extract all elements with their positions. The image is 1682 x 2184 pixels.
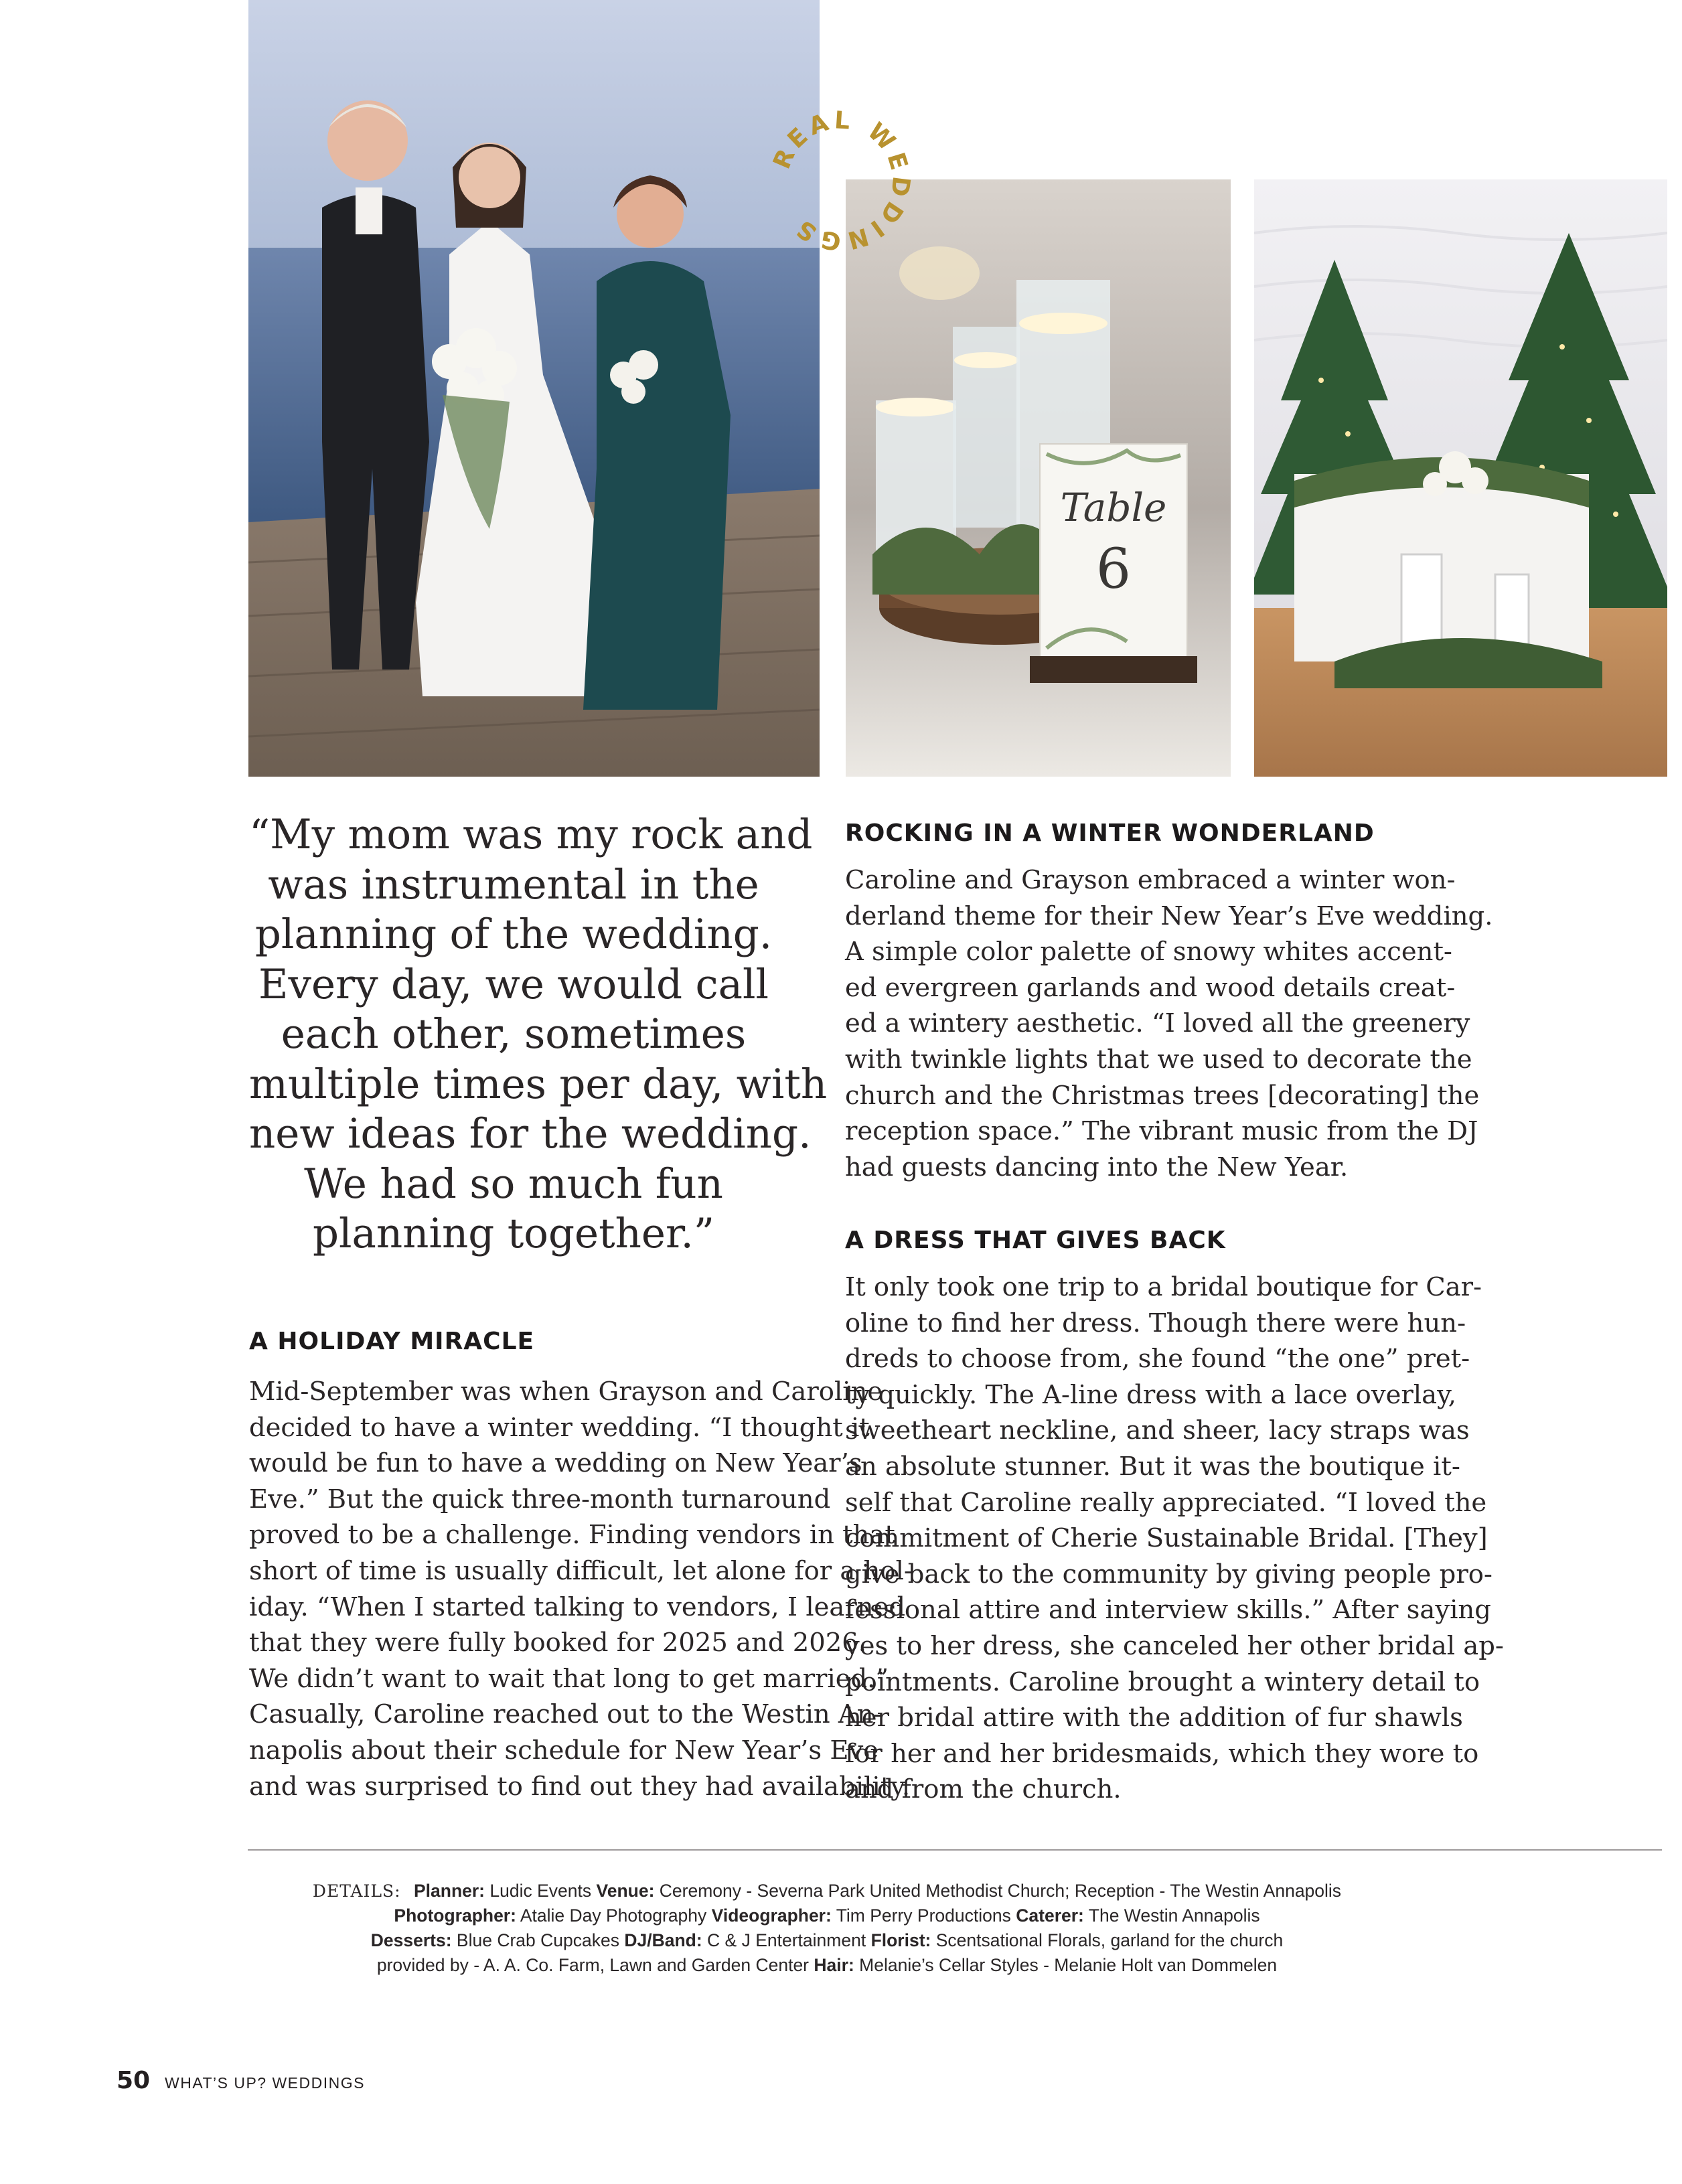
winter-wonderland-body bbox=[845, 862, 1493, 1185]
badge-text-path: REAL WEDDINGS bbox=[768, 106, 915, 256]
badge-art bbox=[763, 104, 917, 258]
vendor-details bbox=[221, 1879, 1433, 1978]
body-line: had guests dancing into the New Year. bbox=[845, 1152, 1349, 1182]
body-line: ed a wintery aesthetic. “I loved all the greenery bbox=[845, 1008, 1470, 1039]
body-line: for her and her bridesmaids, which they wore to bbox=[845, 1738, 1479, 1769]
desserts-value: Blue Crab Cupcakes bbox=[456, 1930, 619, 1950]
hair-label: Hair: bbox=[814, 1955, 854, 1975]
venue-value: Ceremony - Severna Park United Methodist Church; Reception - The Westin Annapolis bbox=[659, 1881, 1342, 1901]
body-line: with twinkle lights that we used to decorate the bbox=[845, 1044, 1472, 1075]
dj-label: DJ/Band: bbox=[624, 1930, 702, 1950]
pull-quote-line: was instrumental in the bbox=[268, 860, 759, 909]
details-line-3 bbox=[221, 1928, 1433, 1953]
publication-name: WHAT’S UP? WEDDINGS bbox=[165, 2074, 365, 2092]
body-line: her bridal attire with the addition of fur shawls bbox=[845, 1703, 1463, 1733]
videographer-value: Tim Perry Productions bbox=[836, 1905, 1011, 1926]
body-line: Caroline and Grayson embraced a winter won- bbox=[845, 865, 1456, 895]
body-line: iday. “When I started talking to vendors, I learned bbox=[249, 1591, 906, 1622]
body-line: dreds to choose from, she found “the one” pret- bbox=[845, 1344, 1470, 1375]
pull-quote-line: planning of the wedding. bbox=[254, 911, 773, 958]
body-line: and from the church. bbox=[845, 1774, 1122, 1805]
body-line: an absolute stunner. But it was the boutique it- bbox=[845, 1451, 1460, 1482]
dress-gives-back-heading: A DRESS THAT GIVES BACK bbox=[845, 1227, 1226, 1254]
details-label: DETAILS: bbox=[312, 1881, 401, 1901]
body-line: We didn’t want to wait that long to get married.” bbox=[249, 1663, 889, 1694]
body-line: yes to her dress, she canceled her other bridal ap- bbox=[845, 1630, 1504, 1661]
winter-wonderland-heading: ROCKING IN A WINTER WONDERLAND bbox=[845, 820, 1375, 847]
holiday-miracle-body bbox=[249, 1374, 913, 1804]
body-line: commitment of Cherie Sustainable Bridal. [They] bbox=[845, 1523, 1488, 1554]
badge-text bbox=[768, 106, 915, 255]
body-line: Mid-September was when Grayson and Caroline bbox=[249, 1377, 883, 1407]
photographer-label: Photographer: bbox=[394, 1905, 516, 1926]
body-line: short of time is usually difficult, let alone for a hol- bbox=[249, 1555, 913, 1586]
pull-quote-line: We had so much fun bbox=[304, 1160, 723, 1208]
real-weddings-badge bbox=[763, 104, 917, 258]
body-line: church and the Christmas trees [decorating] the bbox=[845, 1080, 1480, 1111]
body-line: ed evergreen garlands and wood details creat- bbox=[845, 972, 1456, 1003]
body-line: proved to be a challenge. Finding vendors in that bbox=[249, 1520, 895, 1551]
family-photo-art bbox=[248, 0, 820, 777]
body-line: napolis about their schedule for New Year’s Eve bbox=[249, 1735, 878, 1766]
body-line: derland theme for their New Year’s Eve wedding. bbox=[845, 901, 1493, 931]
table-card-word: Table bbox=[1060, 485, 1167, 530]
pull-quote-line: “My mom was my rock and bbox=[249, 811, 813, 858]
pull-quote-line: planning together.” bbox=[312, 1210, 715, 1257]
planner-label: Planner: bbox=[413, 1881, 485, 1901]
body-line: that they were fully booked for 2025 and 2026. bbox=[249, 1628, 866, 1658]
pull-quote-line: new ideas for the wedding. bbox=[249, 1110, 812, 1158]
head-table-photo bbox=[1254, 179, 1667, 777]
page-number: 50 bbox=[117, 2067, 151, 2094]
details-divider bbox=[248, 1849, 1662, 1851]
body-line: Casually, Caroline reached out to the Westin An- bbox=[249, 1699, 883, 1730]
body-line: It only took one trip to a bridal boutique for Car- bbox=[845, 1272, 1482, 1302]
body-line: A simple color palette of snowy whites accent- bbox=[845, 937, 1452, 967]
centerpiece-photo-art bbox=[846, 179, 1231, 777]
caterer-value: The Westin Annapolis bbox=[1088, 1905, 1260, 1926]
desserts-label: Desserts: bbox=[370, 1930, 452, 1950]
pull-quote-line: each other, sometimes bbox=[281, 1010, 747, 1058]
hair-value: Melanie’s Cellar Styles - Melanie Holt van Dommelen bbox=[859, 1955, 1278, 1975]
body-line: fessional attire and interview skills.” After saying bbox=[845, 1595, 1491, 1626]
photographer-value: Atalie Day Photography bbox=[520, 1905, 707, 1926]
body-line: and was surprised to find out they had availability. bbox=[249, 1771, 911, 1802]
holiday-miracle-heading: A HOLIDAY MIRACLE bbox=[249, 1328, 535, 1355]
body-line: reception space.” The vibrant music from the DJ bbox=[845, 1116, 1478, 1147]
table-card-number: 6 bbox=[1095, 538, 1132, 601]
videographer-label: Videographer: bbox=[711, 1905, 832, 1926]
body-line: decided to have a winter wedding. “I thought it bbox=[249, 1412, 870, 1443]
centerpiece-photo bbox=[846, 179, 1231, 777]
family-photo bbox=[248, 0, 820, 777]
body-line: would be fun to have a wedding on New Year’s bbox=[249, 1448, 862, 1479]
body-line: ty quickly. The A-line dress with a lace overlay, bbox=[845, 1379, 1456, 1410]
pull-quote-line: multiple times per day, with bbox=[249, 1060, 828, 1108]
dress-gives-back-body bbox=[845, 1269, 1504, 1808]
body-line: pointments. Caroline brought a wintery detail to bbox=[845, 1666, 1480, 1697]
caterer-label: Caterer: bbox=[1016, 1905, 1084, 1926]
body-line: oline to find her dress. Though there were hun- bbox=[845, 1308, 1466, 1338]
florist-value-cont: provided by - A. A. Co. Farm, Lawn and Garden Center bbox=[376, 1955, 810, 1975]
head-table-photo-art bbox=[1254, 179, 1667, 777]
body-line: give back to the community by giving people pro- bbox=[845, 1559, 1493, 1589]
body-line: sweetheart neckline, and sheer, lacy straps was bbox=[845, 1415, 1470, 1446]
body-line: self that Caroline really appreciated. “I loved the bbox=[845, 1487, 1487, 1518]
venue-label: Venue: bbox=[596, 1881, 655, 1901]
florist-value: Scentsational Florals, garland for the church bbox=[935, 1930, 1284, 1950]
pull-quote-line: Every day, we would call bbox=[258, 960, 769, 1008]
dj-value: C & J Entertainment bbox=[707, 1930, 866, 1950]
details-line-2 bbox=[221, 1903, 1433, 1928]
florist-label: Florist: bbox=[870, 1930, 931, 1950]
details-line-1 bbox=[221, 1879, 1433, 1903]
pull-quote bbox=[249, 810, 828, 1259]
details-line-4 bbox=[221, 1953, 1433, 1978]
planner-value: Ludic Events bbox=[489, 1881, 592, 1901]
body-line: Eve.” But the quick three-month turnaround bbox=[249, 1484, 831, 1514]
